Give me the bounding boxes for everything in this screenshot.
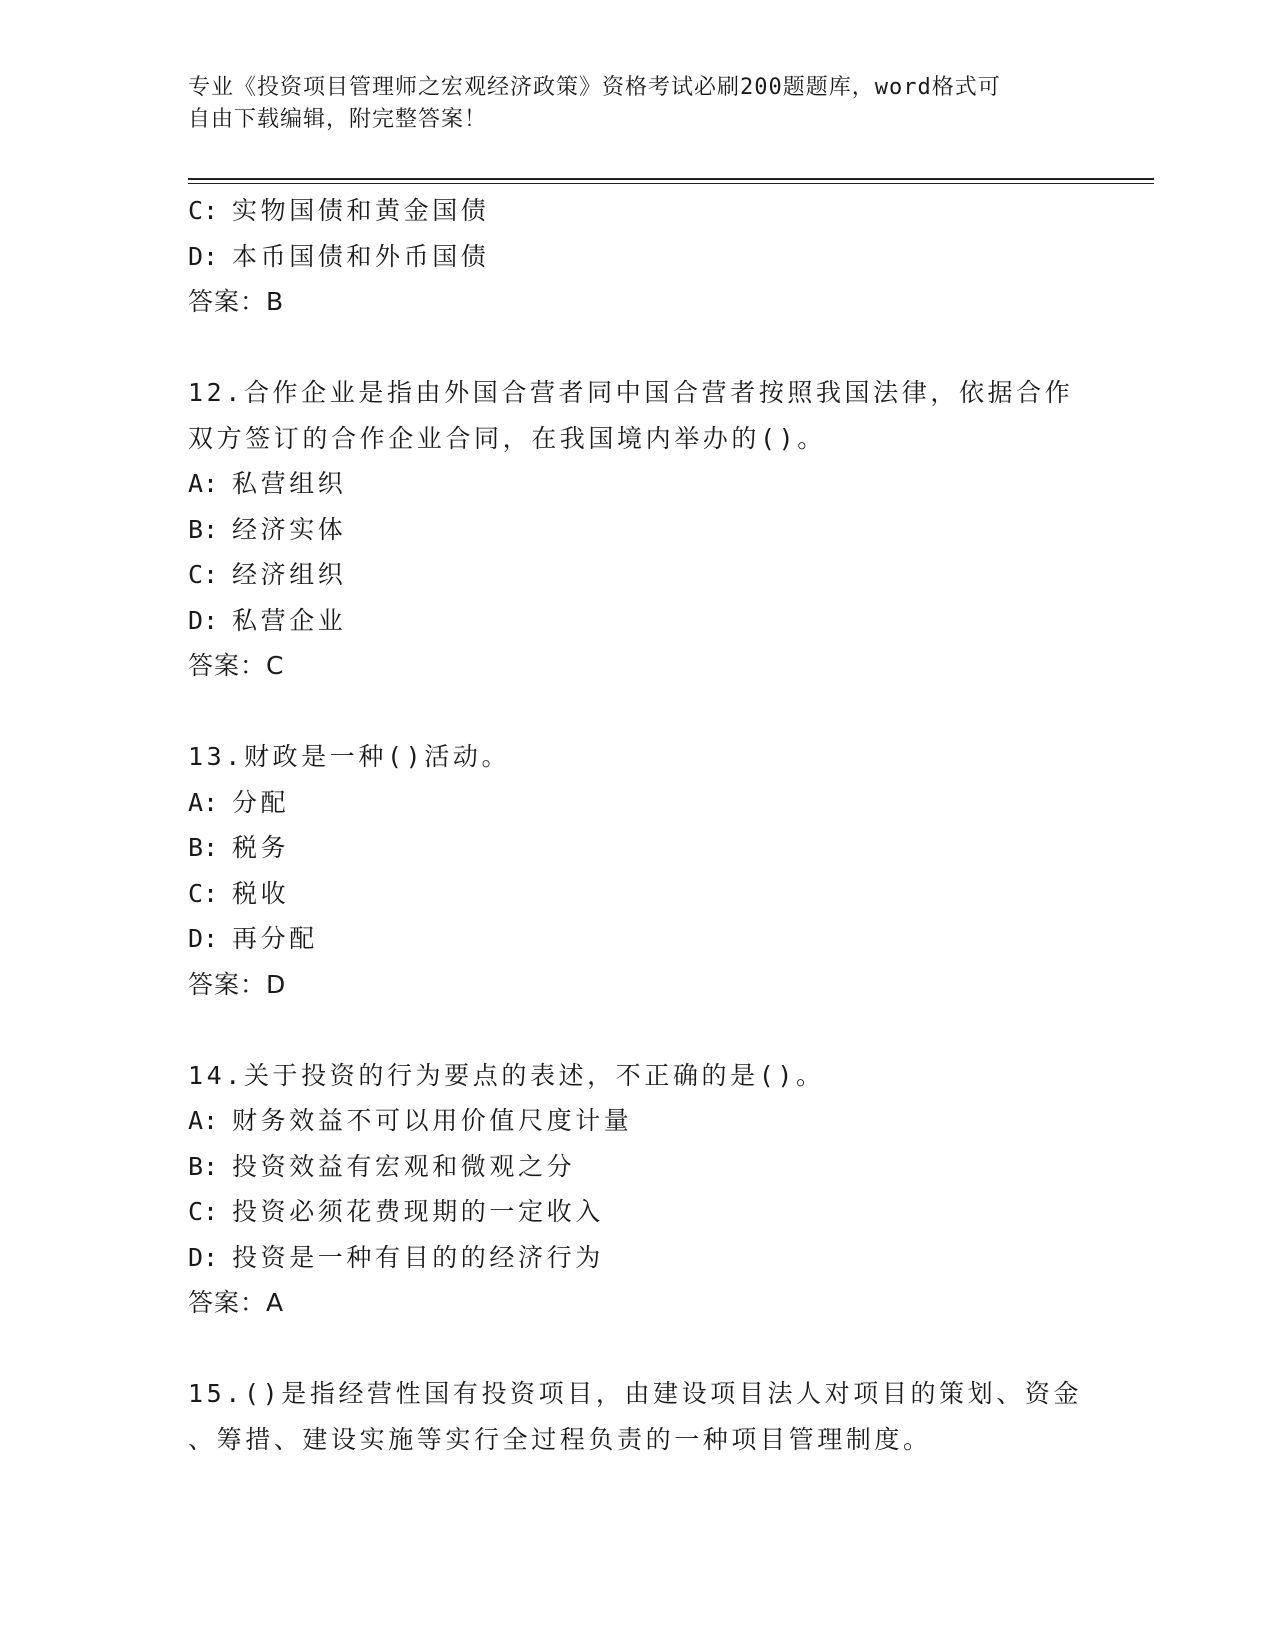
question-14 <box>188 1053 1088 1326</box>
header-line-1: 专业《投资项目管理师之宏观经济政策》资格考试必刷200题题库，word格式可 <box>188 75 1001 100</box>
question-stem: 13.财政是一种()活动。 <box>188 742 511 771</box>
option-d: D: 再分配 <box>188 924 318 953</box>
question-stem-cont: 双方签订的合作企业合同，在我国境内举办的()。 <box>188 423 826 453</box>
option-c: C: 税收 <box>188 878 290 908</box>
spacer <box>188 1326 1088 1372</box>
header-rule-thick <box>188 178 1154 180</box>
option-b: B: 经济实体 <box>188 514 347 544</box>
spacer <box>188 689 1088 735</box>
header-line-2: 自由下载编辑，附完整答案！ <box>188 107 488 132</box>
question-12 <box>188 370 1088 689</box>
answer: 答案：D <box>188 969 287 999</box>
option-a: A: 私营组织 <box>188 469 347 498</box>
option-a: A: 财务效益不可以用价值尺度计量 <box>188 1106 633 1135</box>
option-d: D: 投资是一种有目的的经济行为 <box>188 1242 604 1272</box>
question-11-tail <box>188 188 1088 325</box>
question-stem-cont: 、筹措、建设实施等实行全过程负责的一种项目管理制度。 <box>188 1424 932 1454</box>
question-15 <box>188 1371 1088 1462</box>
option-d: D: 私营企业 <box>188 605 347 635</box>
header-rule-thin <box>188 183 1154 184</box>
spacer <box>188 325 1088 371</box>
option-a: A: 分配 <box>188 787 290 817</box>
answer: 答案：B <box>188 287 285 316</box>
option-b: B: 税务 <box>188 833 290 862</box>
option-c: C: 投资必须花费现期的一定收入 <box>188 1197 604 1226</box>
spacer <box>188 1007 1088 1053</box>
option-b: B: 投资效益有宏观和微观之分 <box>188 1151 576 1181</box>
option-d: D: 本币国债和外币国债 <box>188 241 490 271</box>
answer: 答案：A <box>188 1288 285 1317</box>
question-stem: 14.关于投资的行为要点的表述，不正确的是()。 <box>188 1060 825 1090</box>
question-stem: 12.合作企业是指由外国合营者同中国合营者按照我国法律，依据合作 <box>188 378 1074 407</box>
option-c: C: 实物国债和黄金国债 <box>188 196 490 225</box>
question-stem: 15.()是指经营性国有投资项目，由建设项目法人对项目的策划、资金 <box>188 1379 1083 1408</box>
question-13 <box>188 734 1088 1007</box>
option-c: C: 经济组织 <box>188 560 347 589</box>
page-header <box>188 72 1068 136</box>
answer: 答案：C <box>188 651 285 680</box>
question-content <box>188 188 1088 1462</box>
